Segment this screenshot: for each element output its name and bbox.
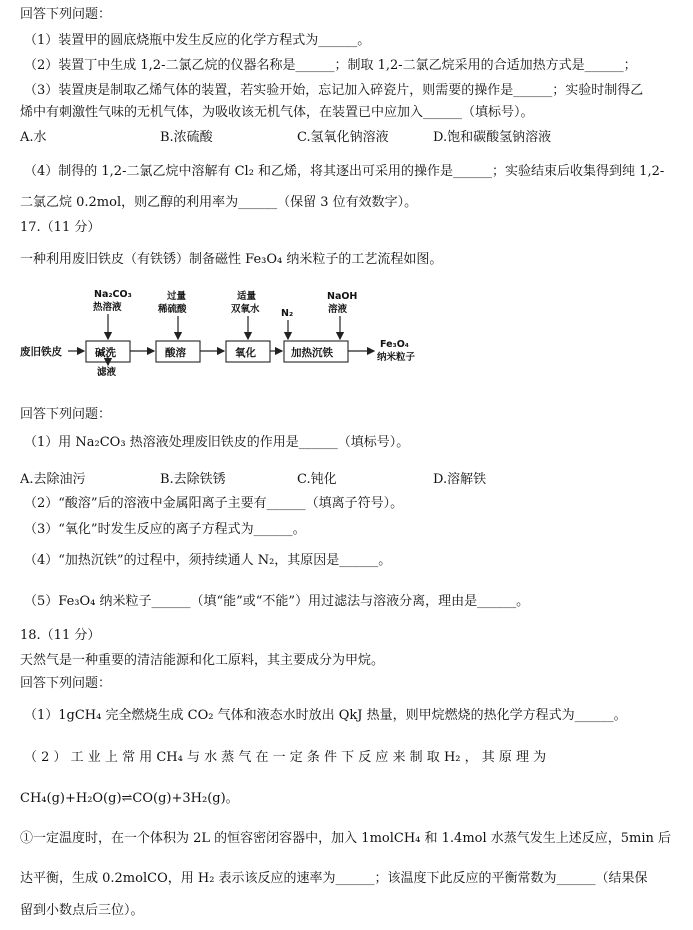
option-c: C.氢氧化钠溶液 bbox=[297, 130, 389, 145]
reagent-n2: N₂ bbox=[281, 308, 294, 319]
reagent-na2co3: Na₂CO₃ bbox=[94, 289, 132, 300]
option-a: A.去除油污 bbox=[20, 472, 86, 487]
question-17-4: （4）“加热沉铁”的过程中，须持续通人 N₂，其原因是______。 bbox=[24, 553, 392, 568]
product-fe3o4: Fe₃O₄ bbox=[380, 339, 409, 350]
question-17-heading: 17.（11 分） bbox=[20, 220, 101, 235]
reagent-hot-solution: 热溶液 bbox=[93, 302, 122, 313]
process-flow-diagram bbox=[18, 286, 438, 376]
reagent-appropriate: 适量 bbox=[237, 291, 257, 302]
question-17-intro: 一种利用废旧铁皮（有铁锈）制备磁性 Fe₃O₄ 纳米粒子的工艺流程如图。 bbox=[20, 252, 443, 267]
option-d: D.饱和碳酸氢钠溶液 bbox=[433, 130, 552, 145]
question-16-3: （3）装置庚是制取乙烯气体的装置，若实验开始，忘记加入碎瓷片，则需要的操作是______；实验时制得乙 bbox=[24, 83, 644, 98]
answer-prompt: 回答下列问题： bbox=[20, 7, 112, 22]
question-17-2: （2）“酸溶”后的溶液中金属阳离子主要有______（填离子符号）。 bbox=[24, 496, 404, 511]
question-18-heading: 18.（11 分） bbox=[20, 628, 101, 643]
answer-prompt-18: 回答下列问题： bbox=[20, 676, 112, 691]
flow-step-heat-precipitate-label: 加热沉铁 bbox=[291, 347, 333, 359]
question-16-4-cont: 二氯乙烷 0.2mol，则乙醇的利用率为______（保留 3 位有效数字）。 bbox=[20, 195, 418, 210]
option-a: A.水 bbox=[20, 130, 47, 145]
question-16-1: （1）装置甲的圆底烧瓶中发生反应的化学方程式为______。 bbox=[24, 33, 371, 48]
flow-start-label: 废旧铁皮 bbox=[20, 346, 62, 358]
question-18-2-1-end: 留到小数点后三位）。 bbox=[20, 903, 144, 918]
option-c: C.钝化 bbox=[297, 472, 337, 487]
flow-waste-filtrate: 滤液 bbox=[97, 367, 117, 376]
reagent-naoh: NaOH bbox=[327, 291, 358, 302]
question-17-1: （1）用 Na₂CO₃ 热溶液处理废旧铁皮的作用是______（填标号）。 bbox=[24, 435, 410, 450]
question-18-1: （1）1gCH₄ 完全燃烧生成 CO₂ 气体和液态水时放出 QkJ 热量，则甲烷燃烧的热化学方程式为______。 bbox=[24, 708, 627, 723]
reagent-dilute-h2so4: 稀硫酸 bbox=[158, 304, 187, 315]
option-d: D.溶解铁 bbox=[433, 472, 487, 487]
question-16-4: （4）制得的 1,2-二氯乙烷中溶解有 Cl₂ 和乙烯，将其逐出可采用的操作是______；实验结束后收集得到纯 1,2- bbox=[24, 164, 665, 179]
question-18-2-1: ①一定温度时，在一个体积为 2L 的恒容密闭容器中，加入 1molCH₄ 和 1.4mol 水蒸气发生上述反应，5min 后 bbox=[20, 831, 672, 846]
flow-step-oxidation-label: 氧化 bbox=[235, 347, 256, 359]
product-nanoparticles: 纳米粒子 bbox=[377, 352, 416, 363]
reagent-excess: 过量 bbox=[167, 291, 187, 302]
reagent-h2o2: 双氧水 bbox=[231, 304, 260, 315]
flow-step-alkali-wash-label: 碱洗 bbox=[95, 347, 116, 359]
question-18-intro: 天然气是一种重要的清洁能源和化工原料，其主要成分为甲烷。 bbox=[20, 653, 385, 668]
reaction-equation: CH₄(g)+H₂O(g)⇌CO(g)+3H₂(g)。 bbox=[20, 791, 239, 806]
reagent-solution: 溶液 bbox=[328, 304, 348, 315]
question-18-2: （ 2 ） 工 业 上 常 用 CH₄ 与 水 蒸 气 在 一 定 条 件 下 反 应 来 制 取 H₂ ， 其 原 理 为 bbox=[24, 750, 547, 765]
question-18-2-1-cont: 达平衡，生成 0.2molCO，用 H₂ 表示该反应的速率为______；该温度下此反应的平衡常数为______（结果保 bbox=[20, 871, 648, 886]
flow-step-acid-dissolve-label: 酸溶 bbox=[165, 347, 186, 359]
option-b: B.去除铁锈 bbox=[160, 472, 226, 487]
option-b: B.浓硫酸 bbox=[160, 130, 213, 145]
question-17-3: （3）“氧化”时发生反应的离子方程式为______。 bbox=[24, 522, 306, 537]
question-16-2: （2）装置丁中生成 1,2-二氯乙烷的仪器名称是______；制取 1,2-二氯乙烷采用的合适加热方式是______； bbox=[24, 58, 637, 73]
question-16-3-cont: 烯中有刺激性气味的无机气体，为吸收该无机气体，在装置已中应加入______（填标号）。 bbox=[20, 105, 534, 120]
answer-prompt-17: 回答下列问题： bbox=[20, 407, 112, 422]
question-17-5: （5）Fe₃O₄ 纳米粒子______（填“能”或“不能”）用过滤法与溶液分离，理由是______。 bbox=[24, 594, 530, 609]
